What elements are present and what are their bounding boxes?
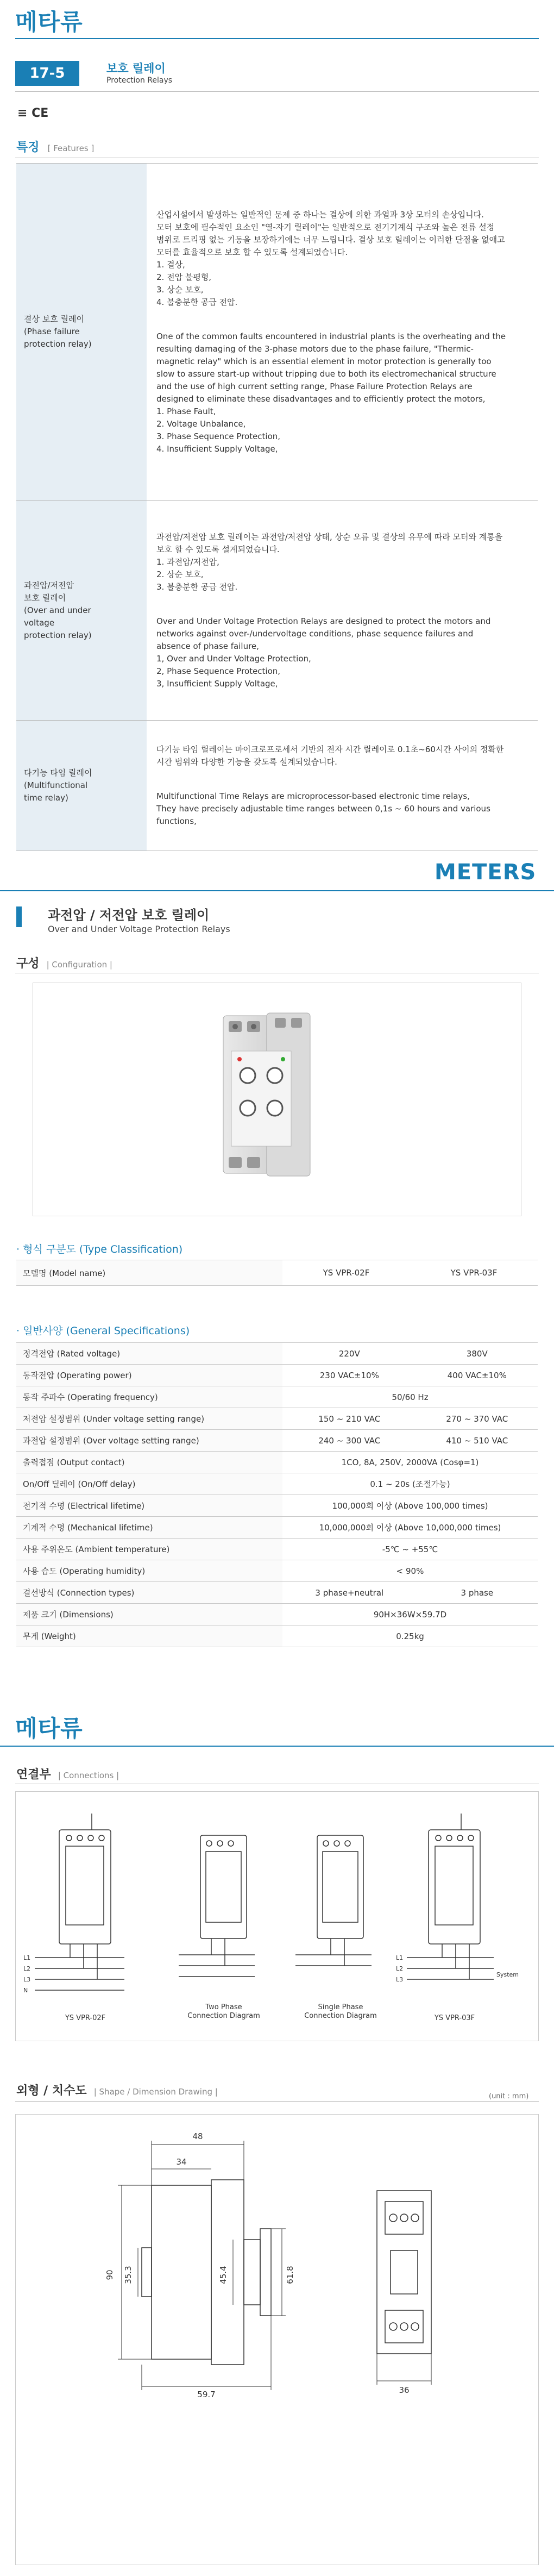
type-class-label: 모델명 (Model name) [16, 1260, 282, 1285]
series-title-en: Protection Relays [106, 76, 173, 85]
feature-list-item: 2. Voltage Unbalance, [156, 418, 246, 429]
phase-label: L1 [23, 1954, 31, 1961]
table-row [16, 1408, 538, 1430]
product-title-ko: 과전압 / 저전압 보호 릴레이 [48, 908, 210, 923]
feature-label-line: 다기능 타임 릴레이 [24, 768, 92, 778]
dimensions-rule [15, 2101, 539, 2102]
spec-label: 저전압 설정범위 (Under voltage setting range) [16, 1408, 282, 1430]
feature-label-line: protection relay) [24, 339, 92, 349]
diagram-caption: Connection Diagram [187, 2012, 260, 2020]
feature-text-line: and the use of high current setting range, Phase Failure Protection Relays are [156, 381, 473, 391]
table-row [16, 1539, 538, 1560]
connections-heading-ko: 연결부 [16, 1768, 51, 1781]
spec-label: 제품 크기 (Dimensions) [16, 1604, 282, 1625]
product-title-en: Over and Under Voltage Protection Relays [48, 924, 230, 934]
table-row [16, 1495, 538, 1517]
series-rule [15, 91, 539, 92]
feature-label [16, 721, 147, 851]
table-row [16, 1343, 538, 1365]
feature-text-line: One of the common faults encountered in industrial plants is the overheating and the [156, 331, 506, 341]
dimension-value: 48 [192, 2131, 203, 2141]
feature-label [16, 164, 147, 501]
spec-value: 3 phase+neutral [282, 1582, 417, 1604]
connection-diagrams [16, 1792, 539, 2042]
spec-label: 과전압 설정범위 (Over voltage setting range) [16, 1430, 282, 1452]
feature-label [16, 501, 147, 721]
spec-value: 270 ~ 370 VAC [417, 1408, 538, 1430]
spec-label: 결선방식 (Connection types) [16, 1582, 282, 1604]
spec-label: On/Off 딜레이 (On/Off delay) [16, 1473, 282, 1495]
spec-value: 230 VAC±10% [282, 1365, 417, 1386]
diagram-caption: YS VPR-02F [65, 2014, 106, 2022]
features-heading-en: [ Features ] [47, 143, 95, 153]
feature-label-line: (Over and under [24, 605, 91, 615]
phase-label: L3 [23, 1976, 31, 1983]
feature-description [147, 721, 538, 851]
spec-value: 410 ~ 510 VAC [417, 1430, 538, 1452]
connections-frame [15, 1791, 539, 2041]
series-code: 17-5 [15, 61, 79, 86]
spec-value: 400 VAC±10% [417, 1365, 538, 1386]
dimension-value: 36 [399, 2385, 410, 2395]
dimensions-heading [16, 2081, 218, 2098]
feature-list-item: 1. 결상, [156, 259, 185, 270]
dimensions-heading-en: | Shape / Dimension Drawing | [93, 2087, 218, 2097]
product-image-frame [33, 983, 521, 1216]
feature-label-line: (Multifunctional [24, 780, 88, 790]
connections-heading-en: | Connections | [58, 1771, 119, 1780]
feature-label-line: voltage [24, 617, 55, 628]
header-rule [15, 38, 539, 39]
feature-text-line: 모터 보호에 필수적인 요소인 "열-자기 릴레이"는 일반적으로 전기기계식 구조와 높은 전류 설정 [156, 222, 495, 232]
model-name: YS VPR-03F [450, 1268, 498, 1278]
spec-label: 기계적 수명 (Mechanical lifetime) [16, 1517, 282, 1539]
meters-logo: METERS [435, 860, 537, 885]
dimension-value: 90 [105, 2269, 115, 2280]
feature-text-line: 보호 할 수 있도록 설계되었습니다. [156, 544, 280, 554]
feature-text-line: networks against over-/undervoltage conditions, phase sequence failures and [156, 628, 474, 639]
table-row [16, 1452, 538, 1473]
brand-logo: 메타류 [15, 9, 83, 35]
config-heading-ko: 구성 [16, 957, 40, 971]
table-row [16, 1386, 538, 1408]
table-row [16, 1365, 538, 1386]
config-heading-en: | Configuration | [46, 960, 112, 970]
feature-text-line: designed to eliminate these disadvantages and to efficiently protect the motors, [156, 393, 486, 404]
feature-text-line: 시간 범위와 다양한 기능을 갖도록 설계되었습니다. [156, 757, 337, 767]
diagram-caption: YS VPR-03F [434, 2014, 475, 2022]
dimension-value: 59.7 [197, 2390, 216, 2399]
phase-label: L2 [23, 1965, 31, 1972]
feature-row [16, 721, 538, 851]
phase-label: L2 [396, 1965, 404, 1972]
feature-label-line: protection relay) [24, 630, 92, 640]
spec-value: 50/60 Hz [282, 1386, 538, 1408]
dimension-value: 34 [176, 2157, 187, 2167]
feature-text-line: Multifunctional Time Relays are microprocessor-based electronic time relays, [156, 791, 470, 801]
spec-value: 100,000회 이상 (Above 100,000 times) [282, 1495, 538, 1517]
spec-value: 150 ~ 210 VAC [282, 1408, 417, 1430]
spec-label: 무게 (Weight) [16, 1625, 282, 1647]
spec-value: 220V [282, 1343, 417, 1365]
feature-text-line: 다기능 타임 릴레이는 마이크로프로세서 기반의 전자 시간 릴레이로 0.1초~60시간 사이의 정확한 [156, 745, 504, 754]
feature-list-item: 3. Phase Sequence Protection, [156, 431, 281, 441]
feature-list-item: 1. 과전압/저전압, [156, 557, 219, 567]
feature-list-item: 2, Phase Sequence Protection, [156, 666, 281, 676]
feature-description [147, 501, 538, 721]
product-title-bar [16, 906, 22, 927]
feature-label-line: 과전압/저전압 [24, 580, 74, 590]
spec-value: -5℃ ~ +55℃ [282, 1539, 538, 1560]
table-row [16, 1430, 538, 1452]
spec-value: 0.25kg [282, 1625, 538, 1647]
spec-value: 0.1 ~ 20s (조절가능) [282, 1473, 538, 1495]
spec-value: 90H×36W×59.7D [282, 1604, 538, 1625]
brand-logo-2: 메타류 [15, 1715, 83, 1742]
table-row [16, 1604, 538, 1625]
dimensions-unit: (unit : mm) [489, 2092, 529, 2100]
spec-value: 240 ~ 300 VAC [282, 1430, 417, 1452]
dimension-drawing [16, 2115, 539, 2566]
diagram-caption: Connection Diagram [304, 2012, 377, 2020]
spec-label: 정격전압 (Rated voltage) [16, 1343, 282, 1365]
spec-label: 사용 주위온도 (Ambient temperature) [16, 1539, 282, 1560]
spec-value: 1CO, 8A, 250V, 2000VA (Cosφ=1) [282, 1452, 538, 1473]
phase-label: L1 [396, 1954, 404, 1961]
dimension-value: 45.4 [218, 2266, 228, 2284]
feature-text-line: 과전압/저전압 보호 릴레이는 과전압/저전압 상태, 상순 오류 및 결상의 유무에 따라 모터와 계통을 [156, 532, 503, 542]
feature-list-item: 1. Phase Fault, [156, 406, 216, 416]
table-row [16, 1582, 538, 1604]
features-heading [16, 138, 94, 155]
spec-label: 출력접점 (Output contact) [16, 1452, 282, 1473]
dimensions-frame [15, 2114, 539, 2565]
feature-list-item: 3, Insufficient Supply Voltage, [156, 678, 278, 689]
feature-row [16, 501, 538, 721]
feature-label-line: time relay) [24, 793, 68, 803]
feature-text-line: functions, [156, 816, 197, 826]
series-title-ko: 보호 릴레이 [106, 62, 166, 75]
feature-list-item: 3. 불충분한 공급 전압. [156, 582, 238, 592]
table-row [16, 1517, 538, 1539]
type-class-row [16, 1260, 538, 1286]
feature-text-line: 모터를 효율적으로 보호 할 수 있도록 설계되었습니다. [156, 247, 348, 257]
feature-list-item: 2. 상순 보호, [156, 569, 204, 579]
dimensions-heading-ko: 외형 / 치수도 [16, 2084, 87, 2098]
config-heading [16, 954, 112, 971]
spec-label: 동작전압 (Operating power) [16, 1365, 282, 1386]
spec-label: 전기적 수명 (Electrical lifetime) [16, 1495, 282, 1517]
feature-text-line: absence of phase failure, [156, 641, 259, 651]
model-name: YS VPR-02F [323, 1268, 370, 1278]
feature-list-item: 4. Insufficient Supply Voltage, [156, 443, 278, 454]
brand2-rule [0, 1746, 554, 1747]
feature-text-line: resulting damaging of the 3-phase motors due to the phase failure, "Thermic- [156, 343, 474, 354]
features-heading-ko: 특징 [16, 141, 40, 154]
spec-value: 380V [417, 1343, 538, 1365]
feature-list-item: 2. 전압 불평형, [156, 272, 212, 282]
features-table [16, 163, 538, 851]
connections-heading [16, 1765, 119, 1782]
cert-marks: ≡ CE [17, 107, 49, 120]
specs-table [16, 1342, 538, 1647]
meters-rule [0, 890, 554, 891]
spec-label: 사용 습도 (Operating humidity) [16, 1560, 282, 1582]
feature-list-item: 3. 상순 보호, [156, 284, 204, 295]
spec-label: 동작 주파수 (Operating frequency) [16, 1386, 282, 1408]
dimension-value: 35.3 [123, 2266, 133, 2284]
phase-label: L3 [396, 1976, 404, 1983]
diagram-caption: Single Phase [318, 2003, 363, 2011]
diagram-caption: Two Phase [205, 2003, 242, 2011]
feature-text-line: magnetic relay" which is an essential element in motor protection is generally too [156, 356, 492, 366]
table-row [16, 1625, 538, 1647]
feature-label-line: 보호 릴레이 [24, 592, 66, 603]
relay-product-image [33, 983, 522, 1217]
table-row [16, 1473, 538, 1495]
system-label: System [496, 1971, 519, 1978]
specs-heading: · 일반사양 (General Specifications) [16, 1325, 190, 1337]
feature-label-line: (Phase failure [24, 327, 80, 336]
feature-description [147, 164, 538, 501]
phase-label: N [23, 1987, 28, 1994]
spec-value: 10,000,000회 이상 (Above 10,000,000 times) [282, 1517, 538, 1539]
table-row [16, 1560, 538, 1582]
feature-row [16, 164, 538, 501]
feature-text-line: They have precisely adjustable time ranges between 0,1s ~ 60 hours and various [156, 804, 490, 814]
dimension-value: 61.8 [285, 2266, 295, 2284]
spec-value: 3 phase [417, 1582, 538, 1604]
type-class-heading: · 형식 구분도 (Type Classification) [16, 1243, 183, 1255]
feature-text-line: 산업시설에서 발생하는 일반적인 문제 중 하나는 결상에 의한 과열과 3상 모터의 손상입니다. [156, 209, 484, 220]
spec-value: < 90% [282, 1560, 538, 1582]
feature-label-line: 결상 보호 릴레이 [24, 314, 84, 324]
feature-text-line: Over and Under Voltage Protection Relays are designed to protect the motors and [156, 616, 491, 626]
feature-list-item: 4. 불충분한 공급 전압. [156, 297, 238, 307]
feature-text-line: slow to assure start-up without tripping due to both its electromechanical structure [156, 368, 496, 379]
feature-list-item: 1, Over and Under Voltage Protection, [156, 653, 311, 664]
feature-text-line: 범위로 트리핑 없는 기동을 보장하기에는 너무 느립니다. 결상 보호 릴레이는 이러한 단점을 없애고 [156, 234, 505, 245]
